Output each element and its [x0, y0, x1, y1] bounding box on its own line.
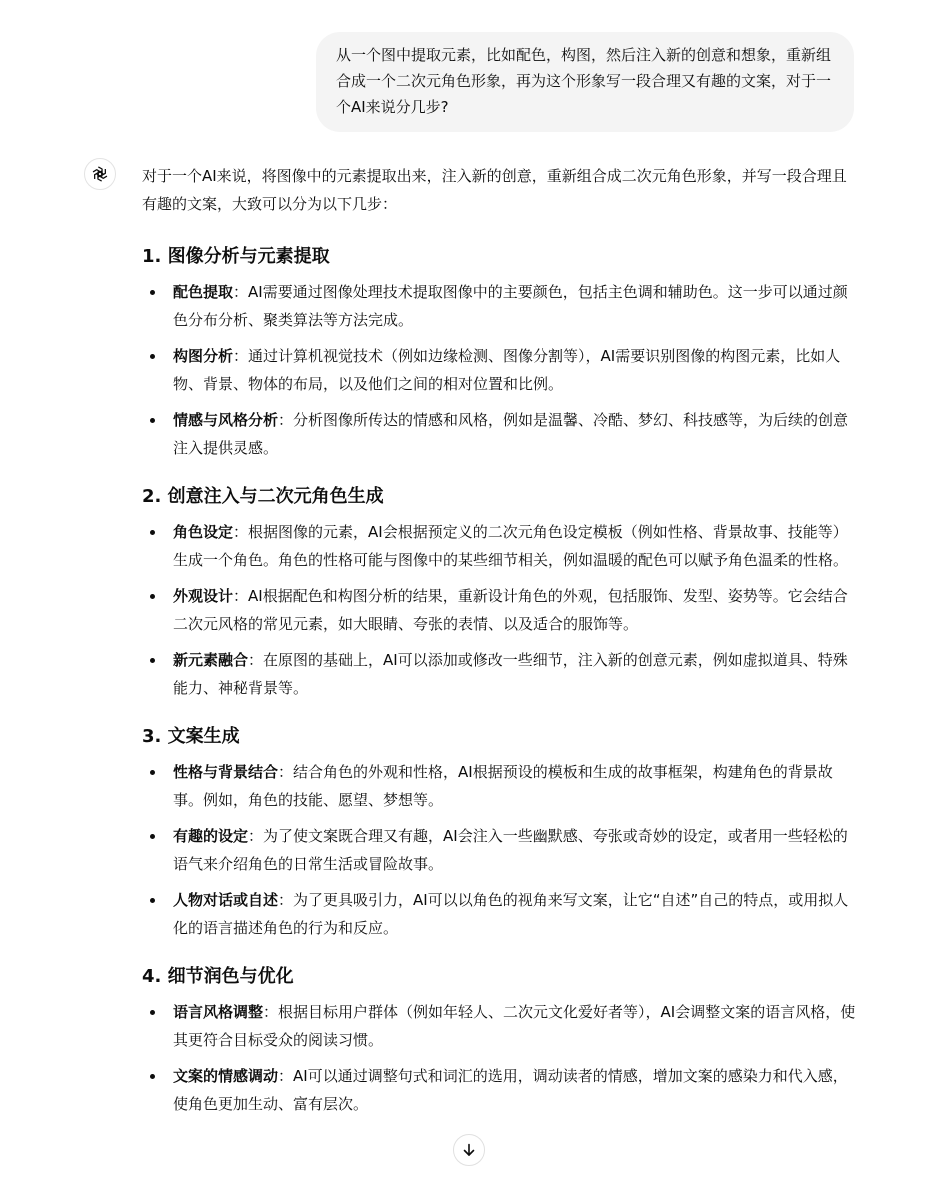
scroll-to-bottom-button[interactable]: [453, 1134, 485, 1166]
bullet-title: 有趣的设定: [173, 827, 249, 845]
assistant-message: [142, 162, 858, 1126]
list-item: [142, 646, 858, 702]
assistant-intro: 对于一个AI来说，将图像中的元素提取出来，注入新的创意，重新组合成二次元角色形象，并写一段合理且有趣的文案，大致可以分为以下几步：: [142, 167, 847, 213]
arrow-down-icon: [461, 1142, 477, 1158]
section-heading: 1. 图像分析与元素提取: [142, 246, 330, 267]
bullet-text: ：为了更具吸引力，AI可以以角色的视角来写文案，让它“自述”自己的特点，或用拟人化的语言描述角色的行为和反应。: [173, 891, 849, 937]
bullet-title: 语言风格调整: [173, 1003, 264, 1021]
bullet-list: [142, 758, 858, 942]
bullet-title: 性格与背景结合: [173, 763, 279, 781]
bullet-title: 配色提取: [173, 283, 234, 301]
bullet-text: ：根据图像的元素，AI会根据预定义的二次元角色设定模板（例如性格、背景故事、技能等）生成一个角色。角色的性格可能与图像中的某些细节相关，例如温暖的配色可以赋予角色温柔的性格。: [173, 523, 849, 569]
openai-logo-icon: [90, 164, 110, 184]
bullet-list: [142, 998, 858, 1118]
list-item: [142, 342, 858, 398]
section-heading: 2. 创意注入与二次元角色生成: [142, 486, 384, 507]
list-item: [142, 998, 858, 1054]
bullet-title: 角色设定: [173, 523, 234, 541]
section-heading: 4. 细节润色与优化: [142, 966, 294, 987]
bullet-text: ：AI根据配色和构图分析的结果，重新设计角色的外观，包括服饰、发型、姿势等。它会结合二次元风格的常见元素，如大眼睛、夸张的表情、以及适合的服饰等。: [173, 587, 848, 633]
bullet-text: ：AI需要通过图像处理技术提取图像中的主要颜色，包括主色调和辅助色。这一步可以通过颜色分布分析、聚类算法等方法完成。: [173, 283, 848, 329]
bullet-text: ：AI可以通过调整句式和词汇的选用，调动读者的情感，增加文案的感染力和代入感，使角色更加生动、富有层次。: [173, 1067, 848, 1113]
bullet-text: ：分析图像所传达的情感和风格，例如是温馨、冷酷、梦幻、科技感等，为后续的创意注入提供灵感。: [173, 411, 849, 457]
bullet-title: 外观设计: [173, 587, 234, 605]
bullet-text: ：在原图的基础上，AI可以添加或修改一些细节，注入新的创意元素，例如虚拟道具、特殊能力、神秘背景等。: [173, 651, 848, 697]
list-item: [142, 758, 858, 814]
bullet-title: 人物对话或自述: [173, 891, 279, 909]
section-heading: 3. 文案生成: [142, 726, 240, 747]
bullet-list: [142, 278, 858, 462]
bullet-text: ：通过计算机视觉技术（例如边缘检测、图像分割等），AI需要识别图像的构图元素，比如人物、背景、物体的布局，以及他们之间的相对位置和比例。: [173, 347, 841, 393]
user-message-bubble: [316, 32, 854, 132]
bullet-title: 文案的情感调动: [173, 1067, 279, 1085]
list-item: [142, 822, 858, 878]
list-item: [142, 406, 858, 462]
bullet-text: ：为了使文案既合理又有趣，AI会注入一些幽默感、夸张或奇妙的设定，或者用一些轻松的语气来介绍角色的日常生活或冒险故事。: [173, 827, 848, 873]
list-item: [142, 1062, 858, 1118]
bullet-title: 新元素融合: [173, 651, 249, 669]
bullet-title: 构图分析: [173, 347, 234, 365]
list-item: [142, 278, 858, 334]
user-message-text: 从一个图中提取元素，比如配色，构图，然后注入新的创意和想象，重新组合成一个二次元角色形象，再为这个形象写一段合理又有趣的文案，对于一个AI来说分几步?: [336, 46, 832, 116]
assistant-avatar: [84, 158, 116, 190]
list-item: [142, 886, 858, 942]
bullet-list: [142, 518, 858, 702]
list-item: [142, 582, 858, 638]
bullet-title: 情感与风格分析: [173, 411, 279, 429]
bullet-text: ：结合角色的外观和性格，AI根据预设的模板和生成的故事框架，构建角色的背景故事。例如，角色的技能、愿望、梦想等。: [173, 763, 833, 809]
list-item: [142, 518, 858, 574]
bullet-text: ：根据目标用户群体（例如年轻人、二次元文化爱好者等），AI会调整文案的语言风格，使其更符合目标受众的阅读习惯。: [173, 1003, 856, 1049]
